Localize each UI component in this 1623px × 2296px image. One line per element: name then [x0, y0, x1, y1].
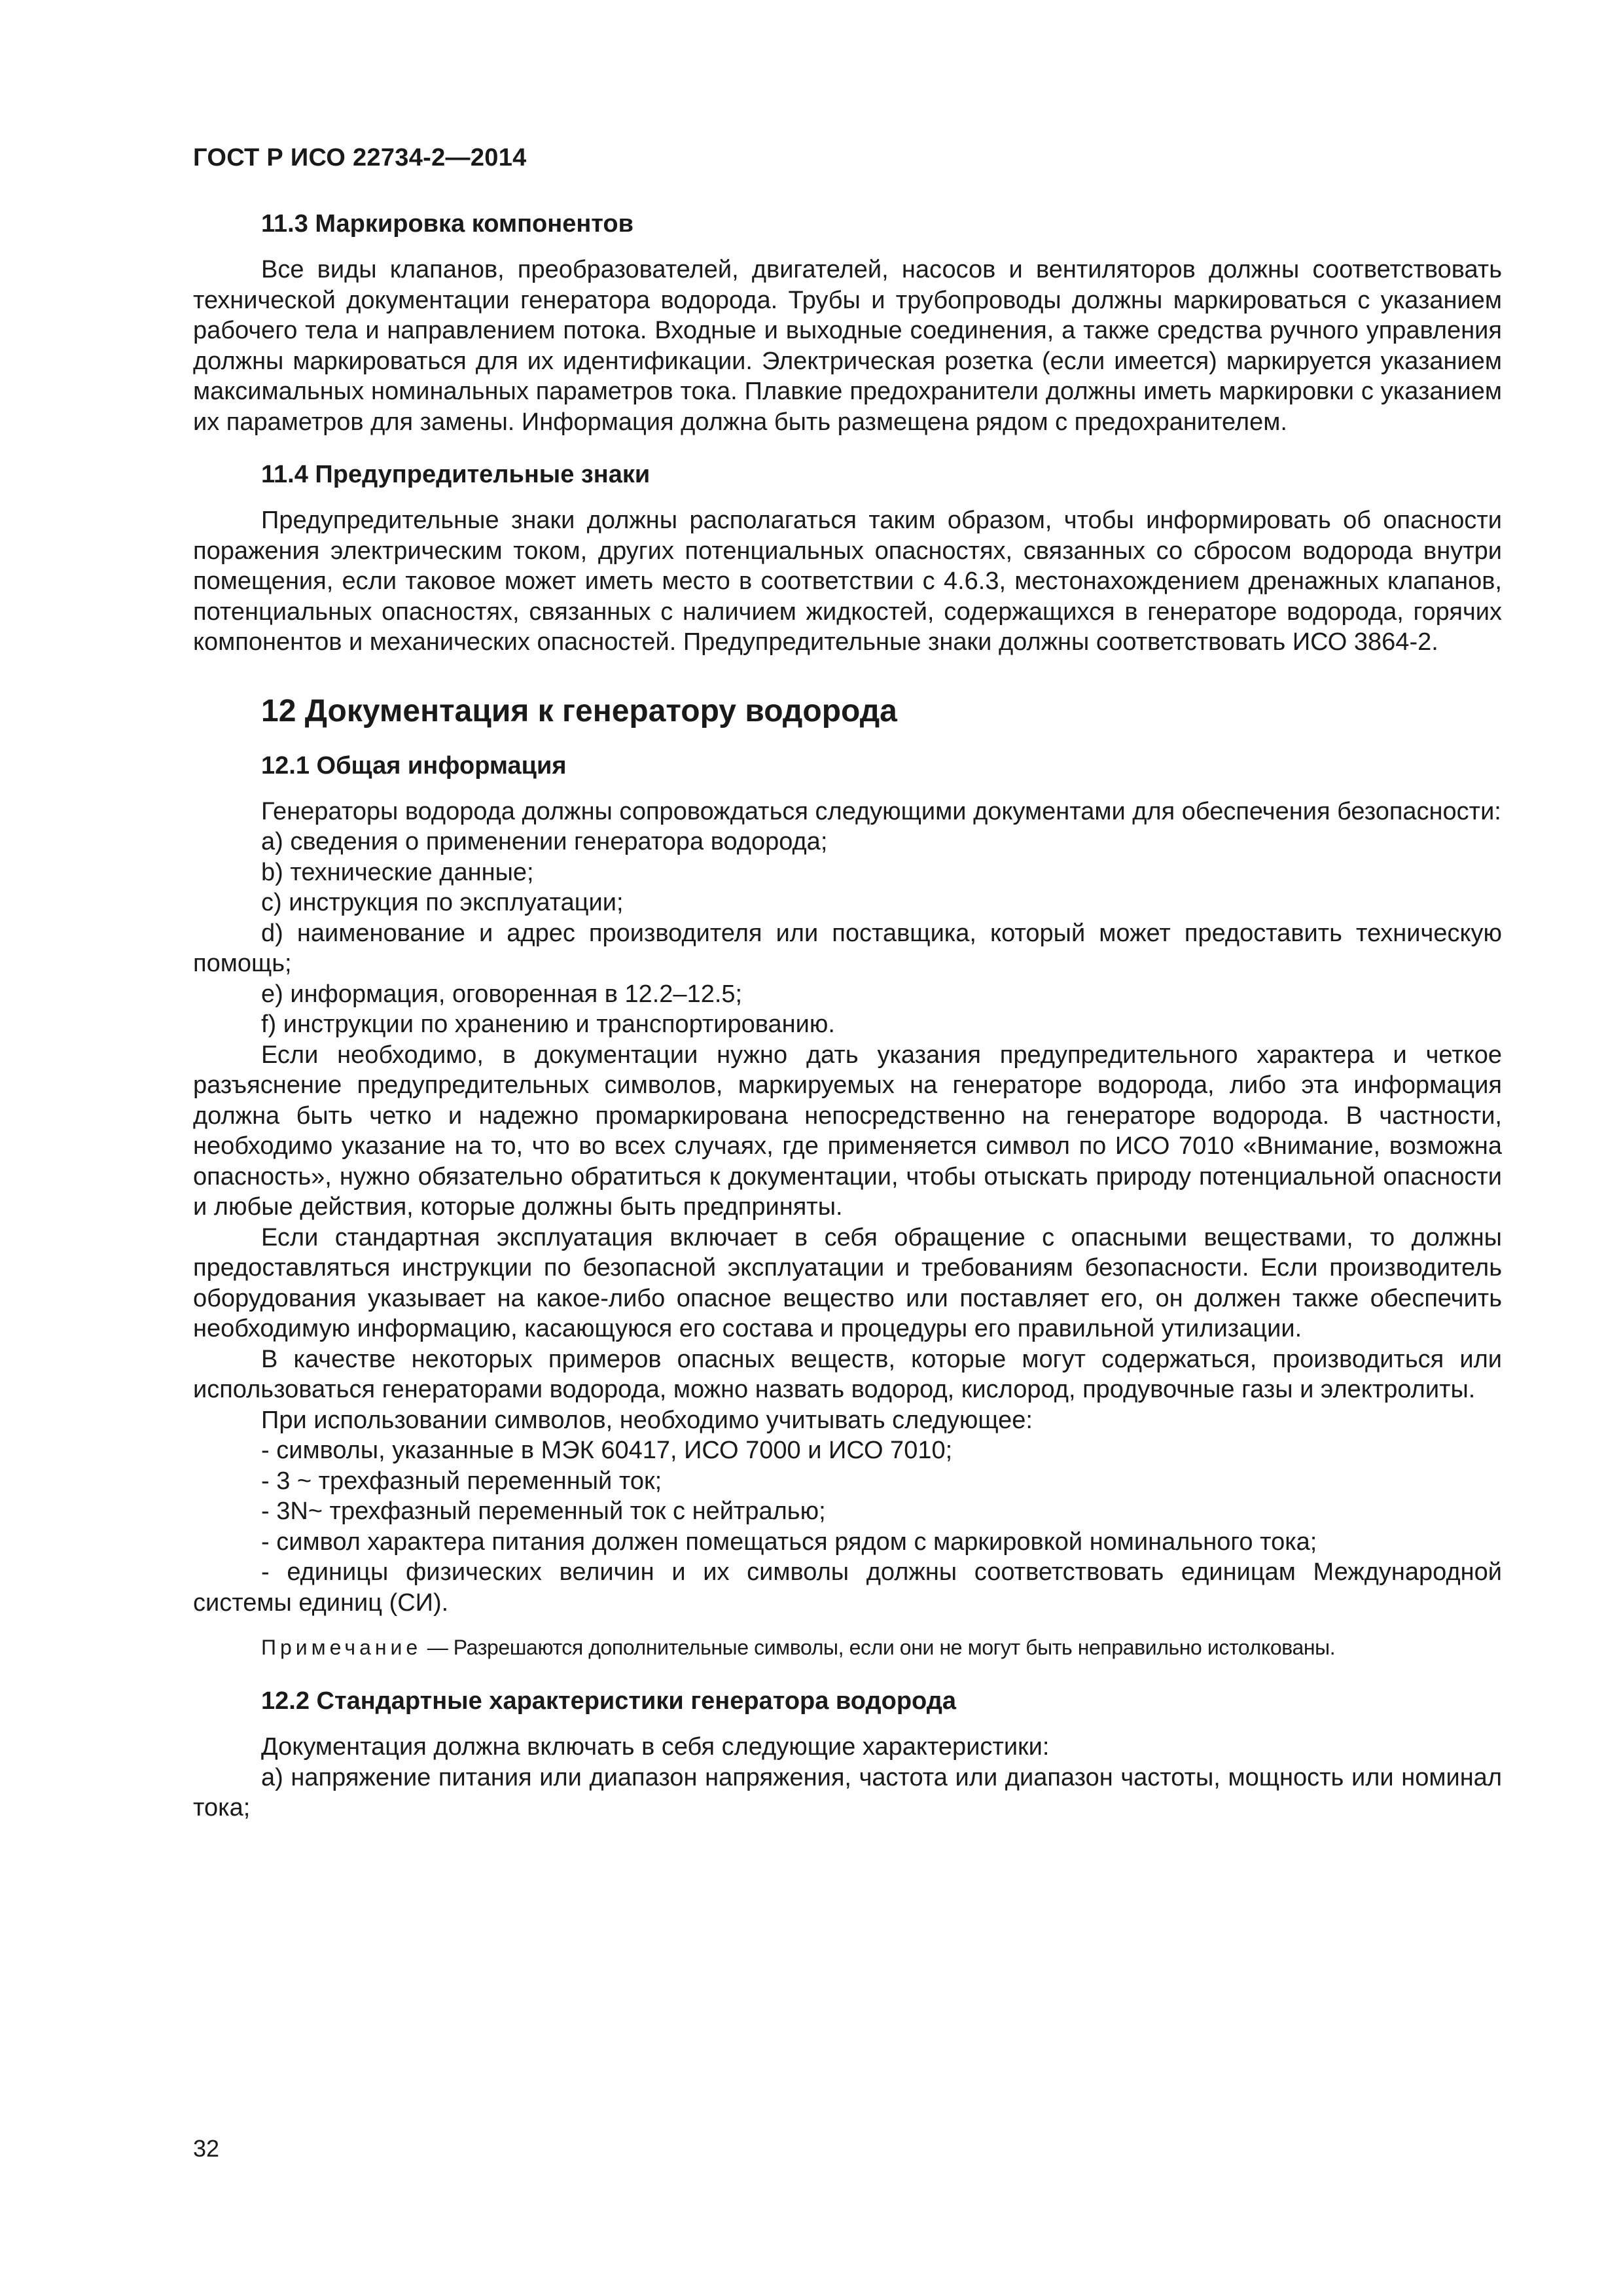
- document-page: [193, 141, 1502, 1823]
- symbol-list-item: - символы, указанные в МЭК 60417, ИСО 7000 и ИСО 7010;: [261, 1437, 953, 1464]
- section-12-1-paragraph: Если необходимо, в документации нужно дать указания предупредительного характера и четкое разъяснение предупредительных символов, маркируемых на генераторе водорода, либо эта информация должна быть четко и надежно промаркирована непосредственно на генераторе водорода. В частности, необходимо указание на то, что во всех случаях, где применяется символ по ИСО 7010 «Внимание, возможна опасность», нужно обязательно обратиться к документации, чтобы отыскать природу потенциальной опасности и любые действия, которые должны быть предприняты.: [193, 1041, 1502, 1221]
- section-12-1-intro: Генераторы водорода должны сопровождаться следующими документами для обеспечения безопасности:: [261, 797, 1501, 825]
- list-item: f) инструкции по хранению и транспортированию.: [261, 1011, 835, 1038]
- note-label: Примечание: [261, 1636, 422, 1659]
- section-12-1-heading: 12.1 Общая информация: [261, 751, 567, 780]
- list-item: b) технические данные;: [261, 858, 534, 886]
- section-12-heading: 12 Документация к генератору водорода: [261, 693, 897, 728]
- symbols-intro: При использовании символов, необходимо учитывать следующее:: [261, 1406, 1033, 1434]
- page-number: 32: [193, 2135, 220, 2162]
- symbol-list-item: - символ характера питания должен помещаться рядом с маркировкой номинального тока;: [261, 1528, 1317, 1556]
- section-12-1-paragraph: В качестве некоторых примеров опасных веществ, которые могут содержаться, производиться или использоваться генераторами водорода, можно назвать водород, кислород, продувочные газы и электролиты.: [193, 1345, 1502, 1403]
- list-item: e) информация, оговоренная в 12.2–12.5;: [261, 980, 743, 1008]
- section-12-1-paragraph: Если стандартная эксплуатация включает в себя обращение с опасными веществами, то должны предоставляться инструкции по безопасной эксплуатации и требованиям безопасности. Если производитель оборудования указывает на какое-либо опасное вещество или поставляет его, он должен также обеспечить необходимую информацию, касающуюся его состава и процедуры его правильной утилизации.: [193, 1223, 1502, 1342]
- section-11-4-text: Предупредительные знаки должны располагаться таким образом, чтобы информировать об опасности поражения электрическим током, других потенциальных опасностях, связанных со сбросом водорода внутри помещения, если таковое может иметь место в соответствии с 4.6.3, местонахождением дренажных клапанов, потенциальных опасностях, связанных с наличием жидкостей, содержащихся в генераторе водорода, горячих компонентов и механических опасностей. Предупредительные знаки должны соответствовать ИСО 3864-2.: [193, 507, 1502, 656]
- list-item: a) сведения о применении генератора водорода;: [261, 828, 828, 855]
- note-text: — Разрешаются дополнительные символы, если они не могут быть неправильно истолкованы.: [421, 1636, 1336, 1659]
- section-11-3-text: Все виды клапанов, преобразователей, двигателей, насосов и вентиляторов должны соответствовать технической документации генератора водорода. Трубы и трубопроводы должны маркироваться с указанием рабочего тела и направлением потока. Входные и выходные соединения, а также средства ручного управления должны маркироваться для их идентификации. Электрическая розетка (если имеется) маркируется указанием максимальных номинальных параметров тока. Плавкие предохранители должны иметь маркировки с указанием их параметров для замены. Информация должна быть размещена рядом с предохранителем.: [193, 256, 1502, 436]
- list-item: d) наименование и адрес производителя или поставщика, который может предоставить техническую помощь;: [193, 919, 1502, 977]
- list-item: a) напряжение питания или диапазон напряжения, частота или диапазон частоты, мощность или номинал тока;: [193, 1763, 1502, 1821]
- note: [193, 1632, 1502, 1662]
- section-12-2-heading: 12.2 Стандартные характеристики генератора водорода: [261, 1687, 957, 1715]
- section-11-4-heading: 11.4 Предупредительные знаки: [261, 461, 651, 488]
- symbol-list-item: - единицы физических величин и их символы должны соответствовать единицам Международной системы единиц (СИ).: [193, 1558, 1502, 1617]
- symbol-list-item: - 3 ~ трехфазный переменный ток;: [261, 1467, 662, 1495]
- list-item: c) инструкция по эксплуатации;: [261, 889, 624, 916]
- section-12-2-intro: Документация должна включать в себя следующие характеристики:: [261, 1733, 1050, 1761]
- section-11-3-heading: 11.3 Маркировка компонентов: [261, 210, 633, 238]
- document-header: ГОСТ Р ИСО 22734-2—2014: [193, 144, 527, 171]
- symbol-list-item: - 3N~ трехфазный переменный ток с нейтралью;: [261, 1498, 826, 1525]
